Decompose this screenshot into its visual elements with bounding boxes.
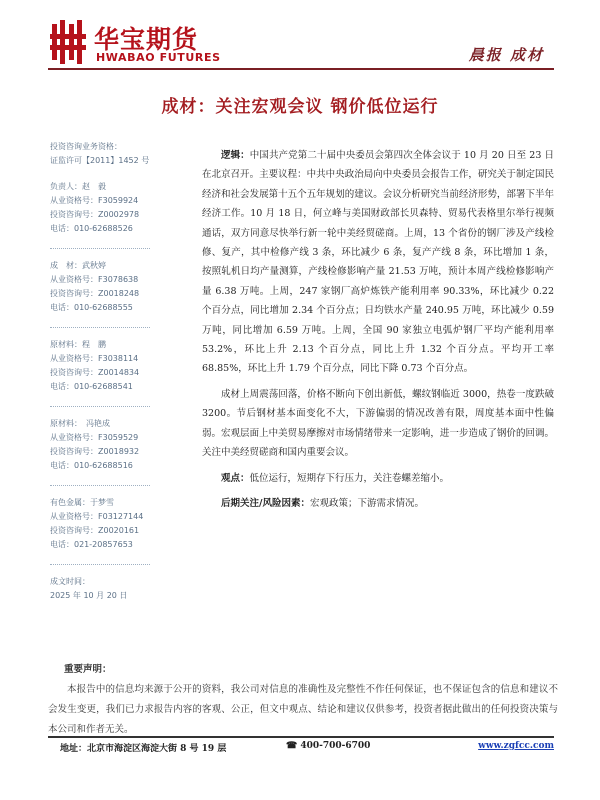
- qualification-label: 投资咨询业务资格：: [50, 142, 122, 151]
- brand-mark-icon: [50, 20, 90, 64]
- analyst-phone: 电话：010-62688541: [50, 382, 133, 391]
- analyst-card: [50, 259, 190, 315]
- date-block: [50, 575, 190, 603]
- analyst-role: 成 材：武秋婷: [50, 261, 106, 270]
- analyst-phone: 电话：021-20857653: [50, 540, 133, 549]
- analyst-phone: 电话：010-62688526: [50, 224, 133, 233]
- analyst-role: 原材料： 冯艳成: [50, 419, 110, 428]
- footer-divider: [48, 736, 554, 738]
- analyst-role: 原材料：程 鹏: [50, 340, 106, 349]
- sidebar-divider: [50, 327, 150, 328]
- analyst-card: [50, 338, 190, 394]
- brand-name-en: HWABAO FUTURES: [96, 51, 221, 64]
- brand-logo: [50, 20, 228, 64]
- analyst-advisory: 投资咨询号：Z0002978: [50, 210, 140, 219]
- website-link[interactable]: www.zgfcc.com: [478, 741, 554, 751]
- qualification-license: 证监许可【2011】1452 号: [50, 156, 150, 165]
- analyst-card: [50, 417, 190, 473]
- analyst-sidebar: [50, 140, 190, 615]
- analyst-advisory: 投资咨询号：Z0018248: [50, 289, 140, 298]
- disclaimer: [48, 660, 558, 740]
- qualification-block: [50, 140, 190, 168]
- sidebar-divider: [50, 406, 150, 407]
- sidebar-divider: [50, 564, 150, 565]
- analyst-license: 从业资格号：F3038114: [50, 354, 139, 363]
- footer-phone: ☎ 400-700-6700: [286, 741, 371, 751]
- report-date: 2025 年 10 月 20 日: [50, 591, 128, 600]
- analyst-role: 有色金属：于梦雪: [50, 498, 114, 507]
- logic-paragraph: [202, 146, 554, 379]
- footer-address: 地址：北京市海淀区海淀大街 8 号 19 层: [60, 744, 227, 754]
- analyst-card: [50, 180, 190, 236]
- logic-text: 中国共产党第二十届中央委员会第四次全体会议于 10 月 20 日至 23 日在北京召开。主要议程：中共中央政治局向中央委员会报告工作，研究关于制定国民经济和社会发展第十五个五年规划的建议。会议分析研究当前经济形势，部署下半年经济工作。10 月 18 日，何立峰与美国财政部长贝森特、贸易代表格里尔举行视频通话，双方同意尽快举行新一轮中美经贸磋商。上周，13 个省份的钢厂涉及产线检修、复产，其中检修产线 3 条，环比减少 6 条，复产产线 8 条，环比增加 1 条，按照轧机日均产量测算，产线检修影响产量 21.53 万吨，预计本周产线检修影响产量 6.38 万吨。上周，247 家钢厂高炉炼铁产能利用率 90.33%，环比减少 0.22 个百分点，同比增加 2.34 个百分点；日均铁水产量 240.95 万吨，环比减少 0.59 万吨，同比增加 6.59 万吨。上周，全国 90 家独立电弧炉钢厂平均产能利用率 53.2%，环比上升 2.13 个百分点，同比上升 1.32 个百分点。平均开工率 68.85%，环比上升 1.79 个百分点，同比下降 0.73 个百分点。: [202, 150, 554, 375]
- logic-label: 逻辑：: [221, 150, 250, 161]
- report-tag: 晨报 成材: [468, 46, 544, 64]
- report-header: [0, 0, 600, 80]
- analyst-phone: 电话：010-62688555: [50, 303, 133, 312]
- report-title: 成材：关注宏观会议 钢价低位运行: [161, 97, 439, 117]
- risk-paragraph: [202, 494, 554, 513]
- view-label: 观点：: [221, 472, 250, 484]
- analyst-license: 从业资格号：F3059529: [50, 433, 139, 442]
- brand-name-cn: 华宝期货: [94, 25, 199, 54]
- disclaimer-heading: 重要声明：: [64, 664, 112, 675]
- view-paragraph: [202, 469, 554, 488]
- risk-label: 后期关注/风险因素：: [221, 497, 310, 509]
- analyst-license: 从业资格号：F3059924: [50, 196, 139, 205]
- market-text: 成材上周震荡回落，价格不断向下创出新低，螺纹钢临近 3000，热卷一度跌破 3200。节后钢材基本面变化不大，下游偏弱的情况改善有限，周度基本面中性偏弱。宏观层面上中美贸易摩擦对市场情绪带来一定影响，进一步造成了钢价的回调。关注中美经贸磋商和国内重要会议。: [202, 388, 554, 459]
- analyst-advisory: 投资咨询号：Z0014834: [50, 368, 140, 377]
- header-divider: [48, 68, 554, 70]
- analyst-role: 负责人：赵 毅: [50, 182, 106, 191]
- analyst-card: [50, 496, 190, 552]
- date-label: 成文时间：: [50, 577, 90, 586]
- analyst-advisory: 投资咨询号：Z0018932: [50, 447, 140, 456]
- sidebar-divider: [50, 485, 150, 486]
- risk-text: 宏观政策；下游需求情况。: [309, 497, 424, 509]
- analyst-phone: 电话：010-62688516: [50, 461, 133, 470]
- disclaimer-text: 本报告中的信息均来源于公开的资料，我公司对信息的准确性及完整性不作任何保证，也不保证包含的信息和建议不会发生变更，我们已力求报告内容的客观、公正，但文中观点、结论和建议仅供参考，投资者据此做出的任何投资决策与本公司和作者无关。: [48, 684, 558, 735]
- report-body: [202, 146, 554, 519]
- analyst-license: 从业资格号：F3078638: [50, 275, 139, 284]
- sidebar-divider: [50, 248, 150, 249]
- market-paragraph: [202, 385, 554, 463]
- analyst-advisory: 投资咨询号：Z0020161: [50, 526, 140, 535]
- view-text: 低位运行，短期存下行压力，关注卷螺差缩小。: [249, 472, 450, 484]
- analyst-license: 从业资格号：F03127144: [50, 512, 144, 521]
